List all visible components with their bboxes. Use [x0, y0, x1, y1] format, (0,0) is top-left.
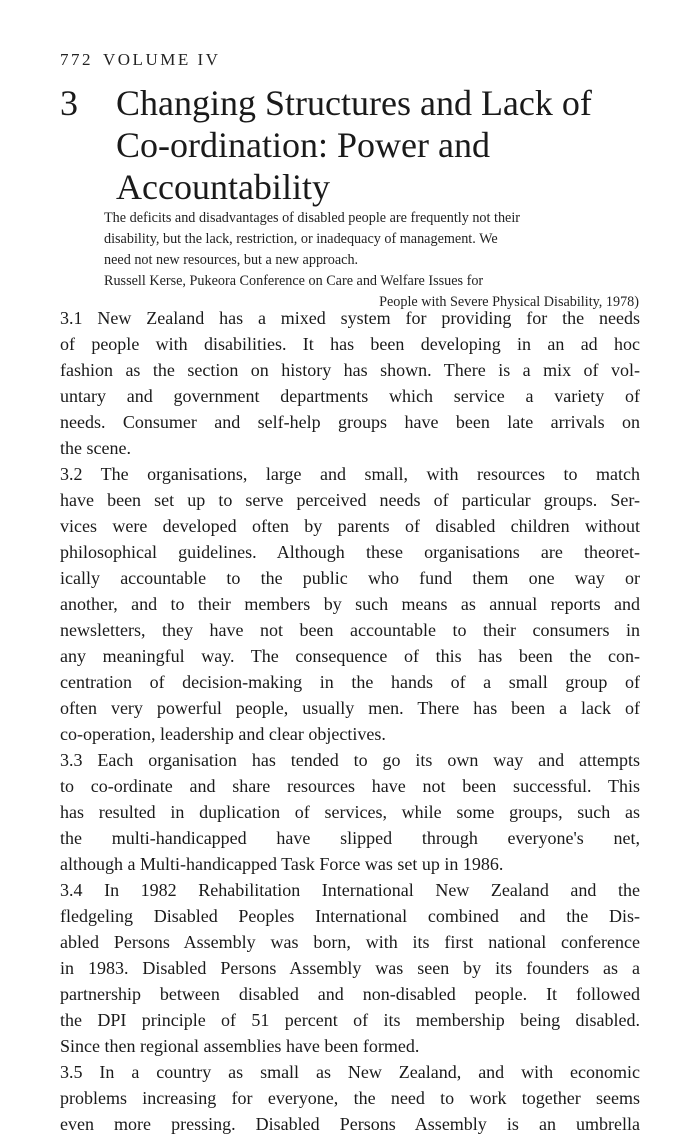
body-line: another, and to their members by such means as annual reports and	[60, 594, 640, 614]
epigraph-line: The deficits and disadvantages of disabled people are frequently not their	[104, 210, 521, 226]
body-line: centration of decision-making in the hands of a small group of	[60, 672, 640, 692]
body-line: have been set up to serve perceived needs of particular groups. Ser-	[60, 490, 640, 510]
body-line: to co-ordinate and share resources have not been successful. This	[60, 776, 640, 796]
chapter-title	[116, 82, 656, 208]
body-line: 3.1 New Zealand has a mixed system for providing for the needs	[60, 308, 640, 328]
body-line: needs. Consumer and self-help groups have been late arrivals on	[60, 412, 640, 432]
body-line: 3.4 In 1982 Rehabilitation International New Zealand and the	[60, 880, 640, 900]
epigraph-attribution: People with Severe Physical Disability, 1978)	[379, 294, 639, 310]
body-line: problems increasing for everyone, the need to work together seems	[60, 1088, 640, 1108]
body-line: co-operation, leadership and clear objectives.	[60, 724, 386, 744]
body-line: partnership between disabled and non-disabled people. It followed	[60, 984, 640, 1004]
body-line: although a Multi-handicapped Task Force was set up in 1986.	[60, 854, 504, 874]
epigraph-line: need not new resources, but a new approach.	[104, 252, 359, 268]
body-line: 3.3 Each organisation has tended to go its own way and attempts	[60, 750, 640, 770]
body-line: of people with disabilities. It has been developing in an ad hoc	[60, 334, 640, 354]
body-line: 3.5 In a country as small as New Zealand, and with economic	[60, 1062, 640, 1082]
body-line: often very powerful people, usually men. There has been a lack of	[60, 698, 640, 718]
volume-label: VOLUME IV	[103, 50, 221, 69]
epigraph-attribution: Russell Kerse, Pukeora Conference on Care and Welfare Issues for	[104, 273, 484, 289]
body-line: untary and government departments which service a variety of	[60, 386, 640, 406]
chapter-title-line: Changing Structures and Lack of	[116, 83, 592, 123]
chapter-number: 3	[60, 83, 78, 123]
body-line: abled Persons Assembly was born, with its first national conference	[60, 932, 640, 952]
chapter-title-line: Co-ordination: Power and	[116, 125, 490, 165]
body-line: fledgeling Disabled Peoples International combined and the Dis-	[60, 906, 640, 926]
body-line: 3.2 The organisations, large and small, with resources to match	[60, 464, 640, 484]
epigraph	[104, 208, 639, 313]
body-line: the scene.	[60, 438, 131, 458]
body-line: philosophical guidelines. Although these organisations are theoret-	[60, 542, 640, 562]
body-line: newsletters, they have not been accountable to their consumers in	[60, 620, 640, 640]
body-line: ically accountable to the public who fund them one way or	[60, 568, 640, 588]
body-line: the DPI principle of 51 percent of its membership being disabled.	[60, 1010, 640, 1030]
body-line: fashion as the section on history has shown. There is a mix of vol-	[60, 360, 640, 380]
page-number: 772	[60, 50, 93, 69]
body-line: any meaningful way. The consequence of this has been the con-	[60, 646, 640, 666]
body-line: even more pressing. Disabled Persons Assembly is an umbrella	[60, 1114, 640, 1134]
body-line: the multi-handicapped have slipped through everyone's net,	[60, 828, 640, 848]
body-line: has resulted in duplication of services, while some groups, such as	[60, 802, 640, 822]
chapter-title-line: Accountability	[116, 167, 330, 207]
running-head	[60, 50, 220, 70]
epigraph-line: disability, but the lack, restriction, or inadequacy of management. We	[104, 231, 498, 247]
body-line: vices were developed often by parents of disabled children without	[60, 516, 640, 536]
body-line: Since then regional assemblies have been formed.	[60, 1036, 420, 1056]
body-text	[60, 305, 640, 1137]
body-line: in 1983. Disabled Persons Assembly was seen by its founders as a	[60, 958, 640, 978]
